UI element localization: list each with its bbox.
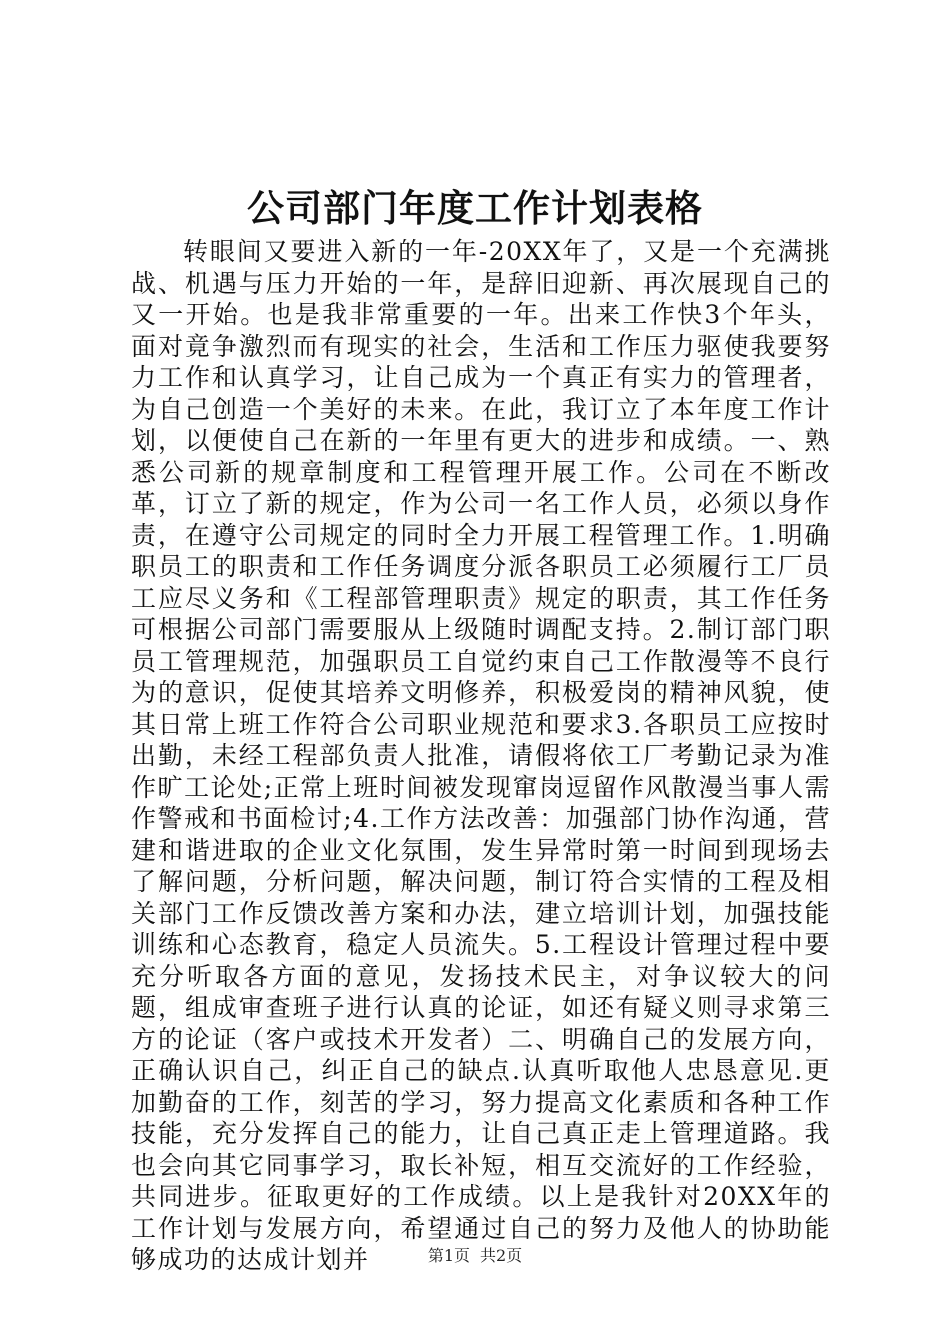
page-number-total: 共2页: [480, 1246, 523, 1265]
document-title: 公司部门年度工作计划表格: [247, 186, 703, 230]
page-number-current: 第1页: [427, 1246, 470, 1265]
page-footer: [0, 1245, 950, 1267]
document-body-paragraph: 转眼间又要进入新的一年-20XX年了，又是一个充满挑战、机遇与压力开始的一年，是辞旧迎新、再次展现自己的又一开始。也是我非常重要的一年。出来工作快3个年头，面对竟争激烈而有现实的社会，生活和工作压力驱使我要努力工作和认真学习，让自己成为一个真正有实力的管理者，为自己创造一个美好的未来。在此，我订立了本年度工作计划，以便使自己在新的一年里有更大的进步和成绩。一、熟悉公司新的规章制度和工程管理开展工作。公司在不断改革，订立了新的规定，作为公司一名工作人员，必须以身作责，在遵守公司规定的同时全力开展工程管理工作。1.明确职员工的职责和工作任务调度分派各职员工必须履行工厂员工应尽义务和《工程部管理职责》规定的职责，其工作任务可根据公司部门需要服从上级随时调配支持。2.制订部门职员工管理规范，加强职员工自觉约束自己工作散漫等不良行为的意识，促使其培养文明修养，积极爱岗的精神风貌，使其日常上班工作符合公司职业规范和要求3.各职员工应按时出勤，未经工程部负责人批准，请假将依工厂考勤记录为准作旷工论处;正常上班时间被发现窜岗逗留作风散漫当事人需作警戒和书面检讨;4.工作方法改善：加强部门协作沟通，营建和谐进取的企业文化氛围，发生异常时第一时间到现场去了解问题，分析问题，解决问题，制订符合实情的工程及相关部门工作反馈改善方案和办法，建立培训计划，加强技能训练和心态教育，稳定人员流失。5.工程设计管理过程中要充分听取各方面的意见，发扬技术民主，对争议较大的问题，组成审查班子进行认真的论证，如还有疑义则寻求第三方的论证（客户或技术开发者）二、明确自己的发展方向，正确认识自己，纠正自己的缺点.认真听取他人忠恳意见.更加勤奋的工作，刻苦的学习，努力提高文化素质和各种工作技能，充分发挥自己的能力，让自己真正走上管理道路。我也会向其它同事学习，取长补短，相互交流好的工作经验，共同进步。征取更好的工作成绩。以上是我针对20XX年的工作计划与发展方向，希望通过自己的努力及他人的协助能够成功的达成计划并: [131, 237, 831, 1274]
